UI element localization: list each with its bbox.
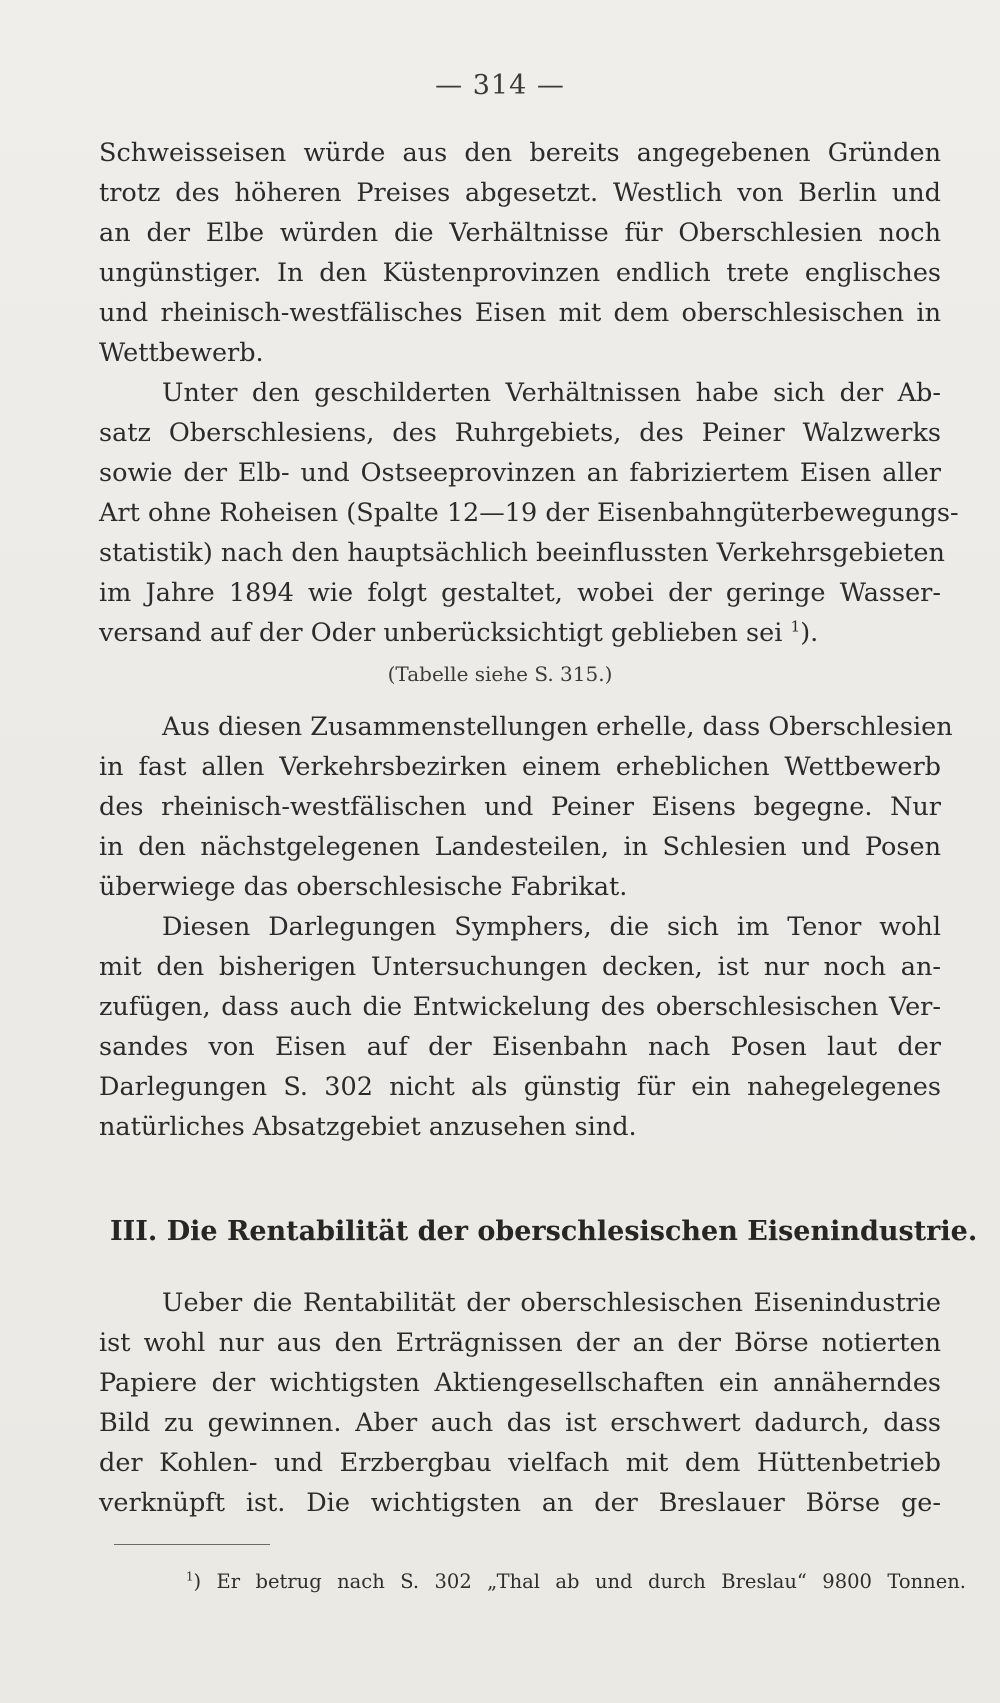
footnote-reference: 1 (790, 617, 801, 636)
text-line: statistik) nach den hauptsächlich beeinflussten Verkehrsgebieten (99, 538, 945, 568)
page-number: — 314 — (435, 70, 565, 101)
text-line: überwiege das oberschlesische Fabrikat. (99, 872, 628, 902)
paragraph-first-line: Unter den geschilderten Verhältnissen habe sich der Ab- (162, 378, 941, 408)
footnote-reference-suffix: ). (800, 618, 819, 648)
footnote-marker: 1 (186, 1569, 194, 1584)
text-line: ungünstiger. In den Küstenprovinzen endlich trete englisches (99, 258, 941, 288)
paragraph-first-line: Aus diesen Zusammenstellungen erhelle, dass Oberschlesien (162, 712, 953, 742)
section-heading: III. Die Rentabilität der oberschlesischen Eisenindustrie. (110, 1216, 978, 1247)
text-line: in fast allen Verkehrsbezirken einem erheblichen Wettbewerb (99, 752, 941, 782)
text-line: Darlegungen S. 302 nicht als günstig für ein nahegelegenes (99, 1072, 941, 1102)
paragraph-first-line: Ueber die Rentabilität der oberschlesischen Eisenindustrie (162, 1288, 941, 1318)
footnote-divider (114, 1544, 270, 1545)
text-line: und rheinisch-westfälisches Eisen mit dem oberschlesischen in (99, 298, 941, 328)
text-line: der Kohlen- und Erzbergbau vielfach mit dem Hüttenbetrieb (99, 1448, 941, 1478)
paragraph-first-line: Diesen Darlegungen Symphers, die sich im Tenor wohl (162, 912, 941, 942)
text-line-body: versand auf der Oder unberücksichtigt geblieben sei (99, 618, 783, 648)
text-line: satz Oberschlesiens, des Ruhrgebiets, des Peiner Walzwerks (99, 418, 941, 448)
text-line: Wettbewerb. (99, 338, 264, 368)
text-line: ist wohl nur aus den Erträgnissen der an der Börse notierten (99, 1328, 941, 1358)
text-line: verknüpft ist. Die wichtigsten an der Breslauer Börse ge- (99, 1488, 941, 1518)
footnote (186, 1570, 966, 1593)
text-line: mit den bisherigen Untersuchungen decken, ist nur noch an- (99, 952, 941, 982)
text-line: an der Elbe würden die Verhältnisse für Oberschlesien noch (99, 218, 941, 248)
text-line: Papiere der wichtigsten Aktiengesellschaften ein annäherndes (99, 1368, 941, 1398)
text-line: in den nächstgelegenen Landesteilen, in Schlesien und Posen (99, 832, 941, 862)
footnote-marker-suffix: ) (193, 1570, 202, 1593)
text-line: Schweisseisen würde aus den bereits angegebenen Gründen (99, 138, 941, 168)
text-line: sandes von Eisen auf der Eisenbahn nach Posen laut der (99, 1032, 941, 1062)
text-line: im Jahre 1894 wie folgt gestaltet, wobei der geringe Wasser- (99, 578, 941, 608)
text-line (99, 616, 941, 650)
text-line: zufügen, dass auch die Entwickelung des oberschlesischen Ver- (99, 992, 941, 1022)
text-line: Bild zu gewinnen. Aber auch das ist erschwert dadurch, dass (99, 1408, 941, 1438)
text-line: natürliches Absatzgebiet anzusehen sind. (99, 1112, 637, 1142)
text-line: des rheinisch-westfälischen und Peiner Eisens begegne. Nur (99, 792, 941, 822)
text-line: sowie der Elb- und Ostseeprovinzen an fabriziertem Eisen aller (99, 458, 941, 488)
footnote-text: Er betrug nach S. 302 „Thal ab und durch Breslau“ 9800 Tonnen. (216, 1570, 966, 1593)
text-line: Art ohne Roheisen (Spalte 12—19 der Eisenbahngüterbewegungs- (99, 498, 959, 528)
text-line: trotz des höheren Preises abgesetzt. Westlich von Berlin und (99, 178, 941, 208)
table-reference: (Tabelle siehe S. 315.) (387, 662, 613, 686)
